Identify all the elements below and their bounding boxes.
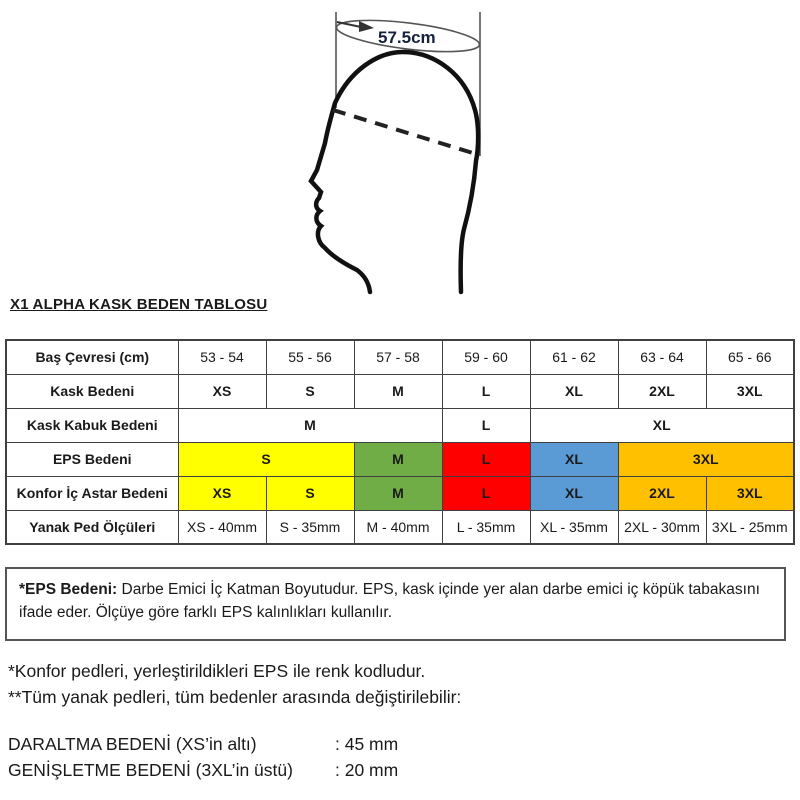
expand-size-label: GENİŞLETME BEDENİ (3XL’in üstü) — [8, 760, 293, 780]
row-label: Konfor İç Astar Bedeni — [6, 476, 178, 510]
size-cell: L — [442, 476, 530, 510]
measurement-arrow-icon — [337, 22, 361, 27]
row-label: EPS Bedeni — [6, 442, 178, 476]
size-cell: XL — [530, 442, 618, 476]
size-cell: XL - 35mm — [530, 510, 618, 544]
size-cell: 2XL - 30mm — [618, 510, 706, 544]
page-title: X1 ALPHA KASK BEDEN TABLOSU — [10, 296, 268, 313]
size-cell: L — [442, 442, 530, 476]
size-cell: 63 - 64 — [618, 340, 706, 374]
expand-size-line — [8, 760, 398, 781]
size-cell: XS - 40mm — [178, 510, 266, 544]
eps-footnote-box — [5, 567, 786, 641]
size-cell: M - 40mm — [354, 510, 442, 544]
size-cell: 53 - 54 — [178, 340, 266, 374]
head-outline-front — [311, 52, 405, 292]
size-cell: 55 - 56 — [266, 340, 354, 374]
size-cell: 3XL - 25mm — [706, 510, 794, 544]
size-cell: 3XL — [706, 374, 794, 408]
size-cell: XL — [530, 374, 618, 408]
size-table — [5, 339, 795, 545]
size-cell: XS — [178, 374, 266, 408]
table-row-head-circumference — [6, 340, 794, 374]
size-cell: M — [354, 442, 442, 476]
size-cell: XL — [530, 476, 618, 510]
size-cell: L — [442, 374, 530, 408]
size-cell: M — [354, 374, 442, 408]
table-row-helmet-size — [6, 374, 794, 408]
hat-line-dashed — [333, 110, 476, 154]
row-label: Kask Kabuk Bedeni — [6, 408, 178, 442]
size-cell: 2XL — [618, 374, 706, 408]
shrink-size-label: DARALTMA BEDENİ (XS’in altı) — [8, 734, 257, 754]
measurement-arrowhead-icon — [359, 21, 374, 32]
measurement-label: 57.5cm — [378, 28, 436, 47]
color-coding-note: *Konfor pedleri, yerleştirildikleri EPS ile renk kodludur. — [8, 661, 426, 681]
size-cell: S — [178, 442, 354, 476]
interchangeable-note: **Tüm yanak pedleri, tüm bedenler arasında değiştirilebilir: — [8, 687, 462, 707]
table-row-comfort-liner-size — [6, 476, 794, 510]
table-row-shell-size — [6, 408, 794, 442]
size-cell: 3XL — [706, 476, 794, 510]
size-cell: 57 - 58 — [354, 340, 442, 374]
size-cell: M — [178, 408, 442, 442]
row-label: Baş Çevresi (cm) — [6, 340, 178, 374]
size-cell: XS — [178, 476, 266, 510]
eps-footnote-term: *EPS Bedeni: — [19, 581, 118, 598]
size-cell: 3XL — [618, 442, 794, 476]
size-cell: 59 - 60 — [442, 340, 530, 374]
size-cell: 61 - 62 — [530, 340, 618, 374]
size-cell: S - 35mm — [266, 510, 354, 544]
size-cell: S — [266, 374, 354, 408]
table-row-eps-size — [6, 442, 794, 476]
row-label: Yanak Ped Ölçüleri — [6, 510, 178, 544]
shrink-size-line — [8, 734, 398, 755]
size-cell: XL — [530, 408, 794, 442]
expand-size-value: : 20 mm — [335, 760, 399, 780]
head-measurement-diagram — [265, 0, 545, 300]
size-cell: 2XL — [618, 476, 706, 510]
size-cell: M — [354, 476, 442, 510]
size-cell: S — [266, 476, 354, 510]
head-outline-back — [405, 52, 478, 292]
eps-footnote-text: Darbe Emici İç Katman Boyutudur. EPS, kask içinde yer alan darbe emici iç köpük tabakasını ifade eder. Ölçüye göre farklı EPS kalınlıkları kullanılır. — [19, 581, 760, 622]
shrink-size-value: : 45 mm — [335, 734, 399, 754]
row-label: Kask Bedeni — [6, 374, 178, 408]
size-cell: L — [442, 408, 530, 442]
size-cell: 65 - 66 — [706, 340, 794, 374]
size-cell: L - 35mm — [442, 510, 530, 544]
table-row-cheek-pad-sizes — [6, 510, 794, 544]
